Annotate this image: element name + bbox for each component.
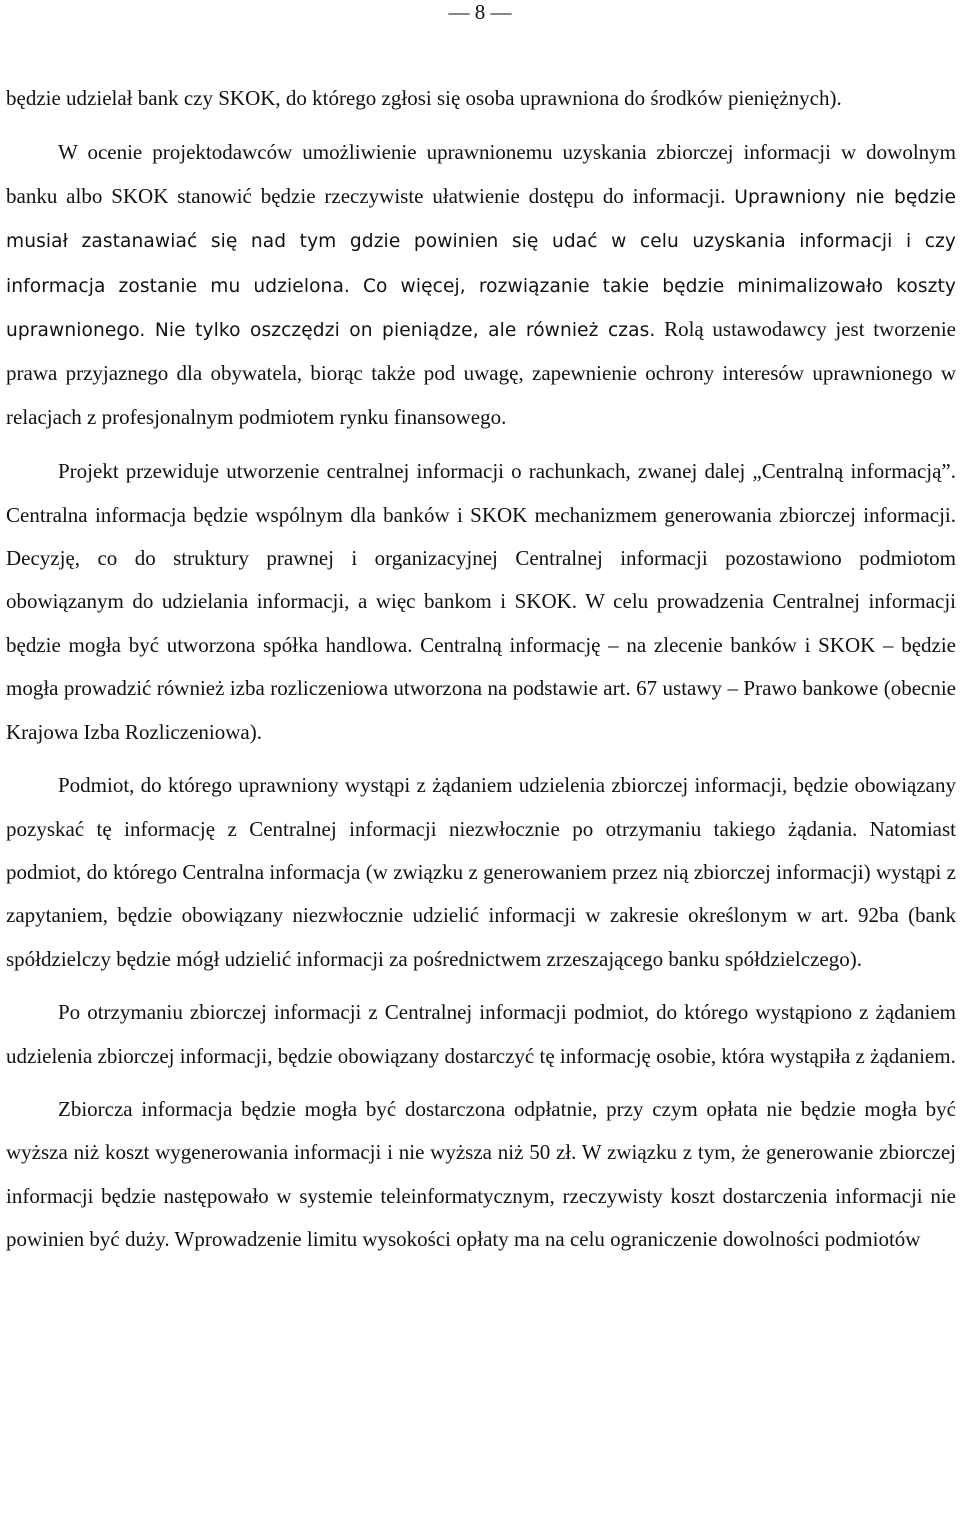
paragraph-text-sans: Uprawniony nie będzie musiał zastanawiać się nad tym gdzie powinien się udać w celu uzyskania informacji i czy informacja zostanie mu udzielona. Co więcej, rozwiązanie takie będzie minimalizowało koszty uprawnionego. Nie tylko oszczędzi on pieniądze, ale również czas. bbox=[6, 186, 956, 342]
paragraph-text: Zbiorcza informacja będzie mogła być dostarczona odpłatnie, przy czym opłata nie będzie mogła być wyższa niż koszt wygenerowania informacji i nie wyższa niż 50 zł. W związku z tym, że generowanie zbiorczej informacji będzie następowało w systemie teleinformatycznym, rzeczywisty koszt dostarczenia informacji nie powinien być duży. Wprowadzenie limitu wysokości opłaty ma na celu ograniczenie dowolności podmiotów bbox=[6, 1096, 956, 1252]
paragraph-text: W ocenie projektodawców umożliwienie uprawnionemu uzyskania zbiorczej informacji w dowolnym banku albo SKOK stanowić będzie rzeczywiste ułatwienie dostępu do informacji. bbox=[6, 140, 956, 208]
paragraph-text: Rolą ustawodawcy jest tworzenie prawa przyjaznego dla obywatela, biorąc także pod uwagę, zapewnienie ochrony interesów uprawnionego w relacjach z profesjonalnym podmiotem rynku finansowego. bbox=[6, 317, 956, 429]
paragraph-fee bbox=[6, 1088, 956, 1262]
paragraph-delivery bbox=[6, 991, 956, 1078]
page-number: — 8 — bbox=[448, 0, 512, 24]
paragraph-text: Podmiot, do którego uprawniony wystąpi z żądaniem udzielenia zbiorczej informacji, będzie obowiązany pozyskać tę informację z Centralnej informacji niezwłocznie po otrzymaniu takiego żądania. Natomiast podmiot, do którego Centralna informacja (w związku z generowaniem przez nią zbiorczej informacji) wystąpi z zapytaniem, będzie obowiązany niezwłocznie udzielić informacji w zakresie określonym w art. 92ba (bank spółdzielczy będzie mógł udzielić informacji za pośrednictwem zrzeszającego banku spółdzielczego). bbox=[6, 773, 956, 971]
paragraph-request-handling bbox=[6, 764, 956, 981]
paragraph-text: Po otrzymaniu zbiorczej informacji z Centralnej informacji podmiot, do którego wystąpiono z żądaniem udzielenia zbiorczej informacji, będzie obowiązany dostarczyć tę informację osobie, która wystąpiła z żądaniem. bbox=[6, 1000, 956, 1068]
paragraph-continuation bbox=[6, 77, 956, 120]
paragraph-central-information bbox=[6, 450, 956, 754]
document-body bbox=[6, 77, 956, 1262]
paragraph-access-to-information bbox=[6, 131, 956, 439]
paragraph-text: Projekt przewiduje utworzenie centralnej informacji o rachunkach, zwanej dalej „Centralną informacją”. Centralna informacja będzie wspólnym dla banków i SKOK mechanizmem generowania zbiorczej informacji. Decyzję, co do struktury prawnej i organizacyjnej Centralnej informacji pozostawiono podmiotom obowiązanym do udzielania informacji, a więc bankom i SKOK. W celu prowadzenia Centralnej informacji będzie mogła być utworzona spółka handlowa. Centralną informację – na zlecenie banków i SKOK – będzie mogła prowadzić również izba rozliczeniowa utworzona na podstawie art. 67 ustawy – Prawo bankowe (obecnie Krajowa Izba Rozliczeniowa). bbox=[6, 459, 956, 744]
paragraph-text: będzie udzielał bank czy SKOK, do którego zgłosi się osoba uprawniona do środków pieniężnych). bbox=[6, 86, 842, 110]
